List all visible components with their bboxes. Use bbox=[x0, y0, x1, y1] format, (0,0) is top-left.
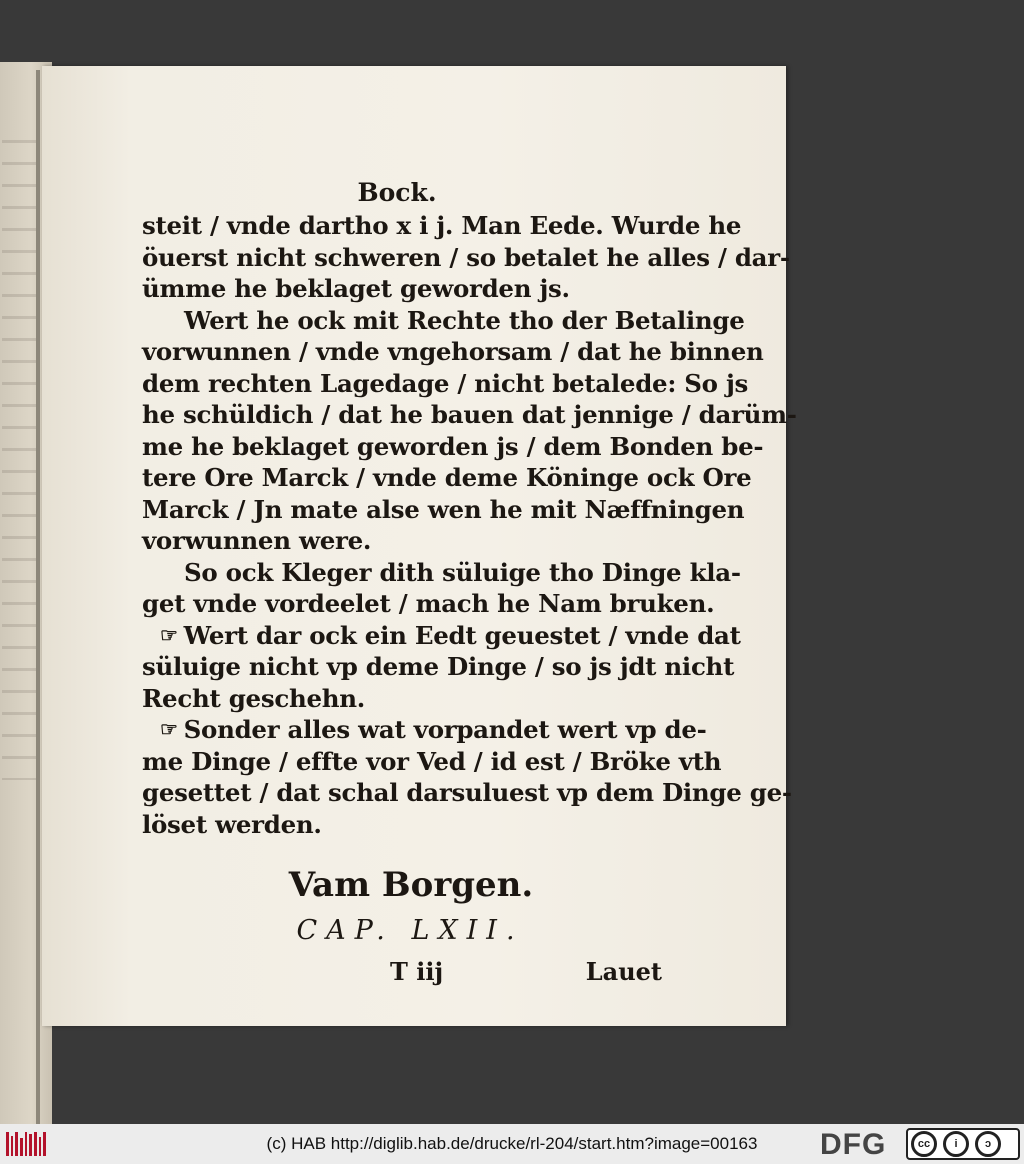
catchword: Lauet bbox=[585, 957, 662, 986]
text-line-with-hand bbox=[142, 620, 741, 652]
facing-page-text-bleed bbox=[2, 140, 36, 780]
text-line: dem rechten Lagedage / nicht betalede: So js bbox=[142, 368, 749, 398]
page-footer-line bbox=[142, 952, 662, 992]
text-line: Marck / Jn mate alse wen he mit Næffningen bbox=[142, 494, 745, 524]
text-line: ümme he beklaget geworden js. bbox=[142, 274, 570, 303]
text-line: he schüldich / dat he bauen dat jennige / darüm- bbox=[142, 400, 797, 429]
text-line: gesettet / dat schal darsuluest vp dem Dinge ge- bbox=[142, 778, 792, 807]
copyright-link[interactable]: (c) HAB http://diglib.hab.de/drucke/rl-204/start.htm?image=00163 bbox=[266, 1134, 758, 1153]
text-line: get vnde vordeelet / mach he Nam bruken. bbox=[142, 589, 715, 618]
dfg-logo[interactable]: DFG bbox=[820, 1128, 887, 1161]
by-attribution-icon: i bbox=[943, 1131, 969, 1157]
chapter-number: CAP. LXII. bbox=[296, 915, 524, 946]
share-alike-icon: ↄ bbox=[975, 1131, 1001, 1157]
book-gutter bbox=[36, 70, 40, 1124]
text-line: steit / vnde dartho x i j. Man Eede. Wurde he bbox=[142, 211, 742, 240]
text-line: süluige nicht vp deme Dinge / so js jdt nicht bbox=[142, 652, 735, 681]
text-line: So ock Kleger dith süluige tho Dinge kla- bbox=[184, 557, 741, 587]
text-line: Sonder alles wat vorpandet wert vp de- bbox=[183, 715, 707, 744]
text-line: tere Ore Marck / vnde deme Köninge ock Ore bbox=[142, 463, 752, 492]
text-line: Wert dar ock ein Eedt geuestet / vnde dat bbox=[183, 620, 741, 650]
text-line: öuerst nicht schweren / so betalet he alles / dar- bbox=[142, 242, 790, 272]
text-line: Wert he ock mit Rechte tho der Betalinge bbox=[184, 305, 745, 335]
text-line: vorwunnen / vnde vngehorsam / dat he binnen bbox=[142, 337, 764, 366]
text-line: Recht geschehn. bbox=[142, 683, 366, 713]
page-text-block bbox=[142, 176, 797, 992]
creative-commons-badge[interactable] bbox=[906, 1128, 1020, 1160]
text-line: löset werden. bbox=[142, 809, 322, 839]
pointing-hand-icon: ☞ bbox=[160, 622, 178, 647]
text-line: me Dinge / effte vor Ved / id est / Bröke vth bbox=[142, 746, 722, 776]
section-heading: Vam Borgen. bbox=[288, 865, 534, 905]
scanned-book-page bbox=[42, 66, 797, 1026]
cc-icon: cc bbox=[911, 1131, 937, 1157]
running-head: Bock. bbox=[357, 178, 437, 207]
signature-mark: T iij bbox=[390, 957, 444, 986]
text-line: me he beklaget geworden js / dem Bonden be- bbox=[142, 431, 764, 461]
viewer-footer-bar bbox=[0, 1124, 1024, 1164]
pointing-hand-icon: ☞ bbox=[160, 717, 178, 741]
text-line-with-hand bbox=[142, 714, 707, 746]
text-line: vorwunnen were. bbox=[142, 526, 372, 555]
